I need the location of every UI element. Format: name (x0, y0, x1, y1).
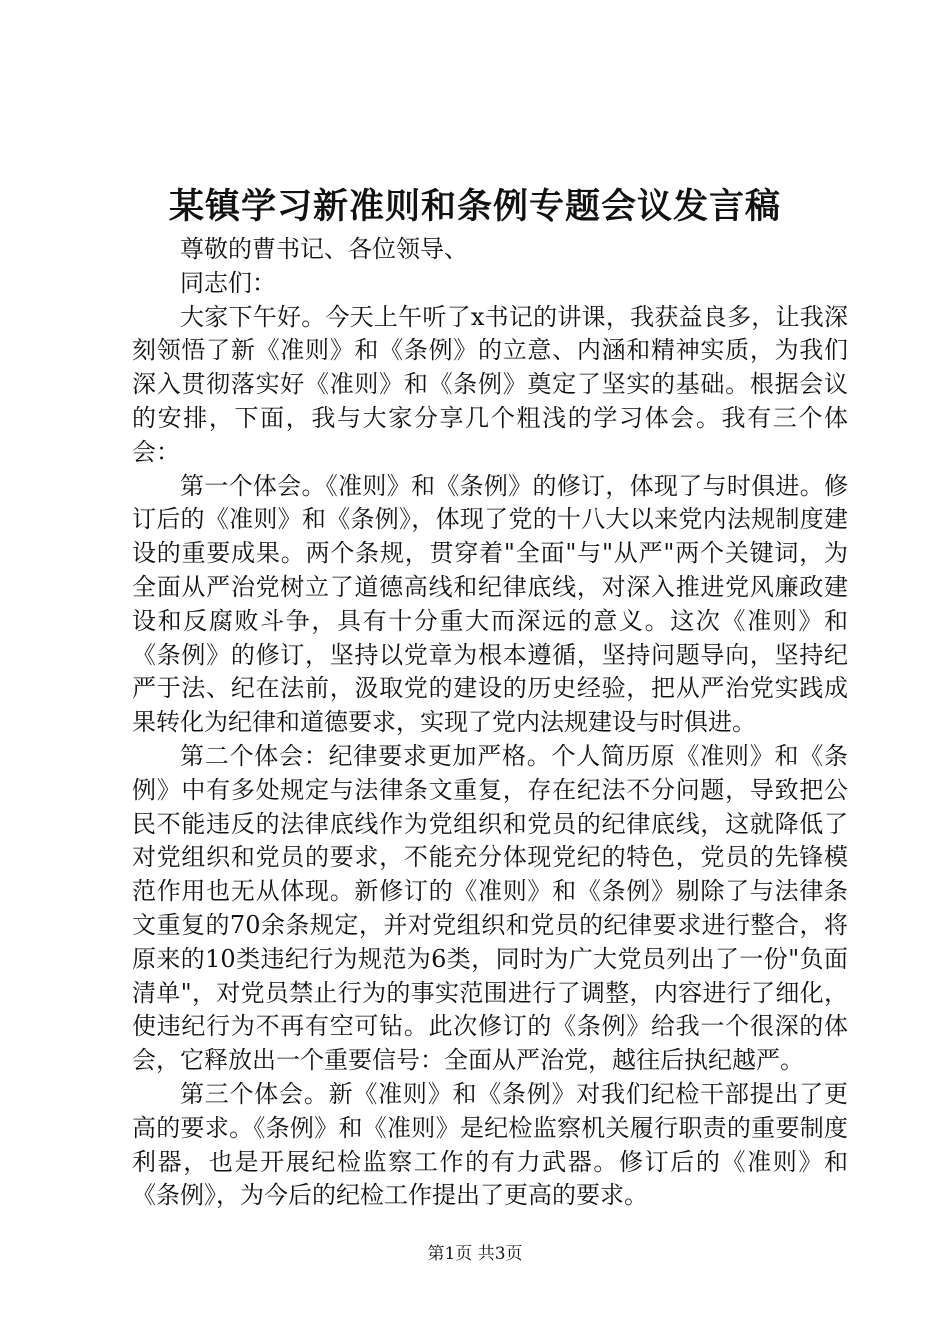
salutation-line: 同志们： (180, 268, 276, 297)
document-title: 某镇学习新准则和条例专题会议发言稿 (168, 186, 781, 227)
page-number-footer: 第1页 共3页 (427, 1244, 523, 1264)
salutation-line: 尊敬的曹书记、各位领导、 (180, 235, 468, 263)
body-paragraph: 第三个体会。新《准则》和《条例》对我们纪检干部提出了更高的要求。《条例》和《准则》是纪检监察机关履行职责的重要制度利器，也是开展纪检监察工作的有力武器。修订后的《准则》和《条例》，为今后的纪检工作提出了更高的要求。 (132, 1079, 848, 1210)
body-paragraph: 第二个体会：纪律要求更加严格。个人简历原《准则》和《条例》中有多处规定与法律条文重复，存在纪法不分问题，导致把公民不能违反的法律底线作为党组织和党员的纪律底线，这就降低了对党组织和党员的要求，不能充分体现党纪的特色，党员的先锋模范作用也无从体现。新修订的《准则》和《条例》剔除了与法律条文重复的70余条规定，并对党组织和党员的纪律要求进行整合，将原来的10类违纪行为规范为6类，同时为广大党员列出了一份"负面清单"，对党员禁止行为的事实范围进行了调整，内容进行了细化，使违纪行为不再有空可钻。此次修订的《条例》给我一个很深的体会，它释放出一个重要信号：全面从严治党，越往后执纪越严。 (132, 741, 848, 1075)
body-paragraph: 第一个体会。《准则》和《条例》的修订，体现了与时俱进。修订后的《准则》和《条例》，体现了党的十八大以来党内法规制度建设的重要成果。两个条规，贯穿着"全面"与"从严"两个关键词，为全面从严治党树立了道德高线和纪律底线，对深入推进党风廉政建设和反腐败斗争，具有十分重大而深远的意义。这次《准则》和《条例》的修订，坚持以党章为根本遵循，坚持问题导向，坚持纪严于法、纪在法前，汲取党的建设的历史经验，把从严治党实践成果转化为纪律和道德要求，实现了党内法规建设与时俱进。 (132, 471, 848, 737)
body-paragraph: 大家下午好。今天上午听了x书记的讲课，我获益良多，让我深刻领悟了新《准则》和《条例》的立意、内涵和精神实质，为我们深入贯彻落实好《准则》和《条例》奠定了坚实的基础。根据会议的安排，下面，我与大家分享几个粗浅的学习体会。我有三个体会： (132, 302, 848, 466)
document-body (132, 233, 848, 1213)
